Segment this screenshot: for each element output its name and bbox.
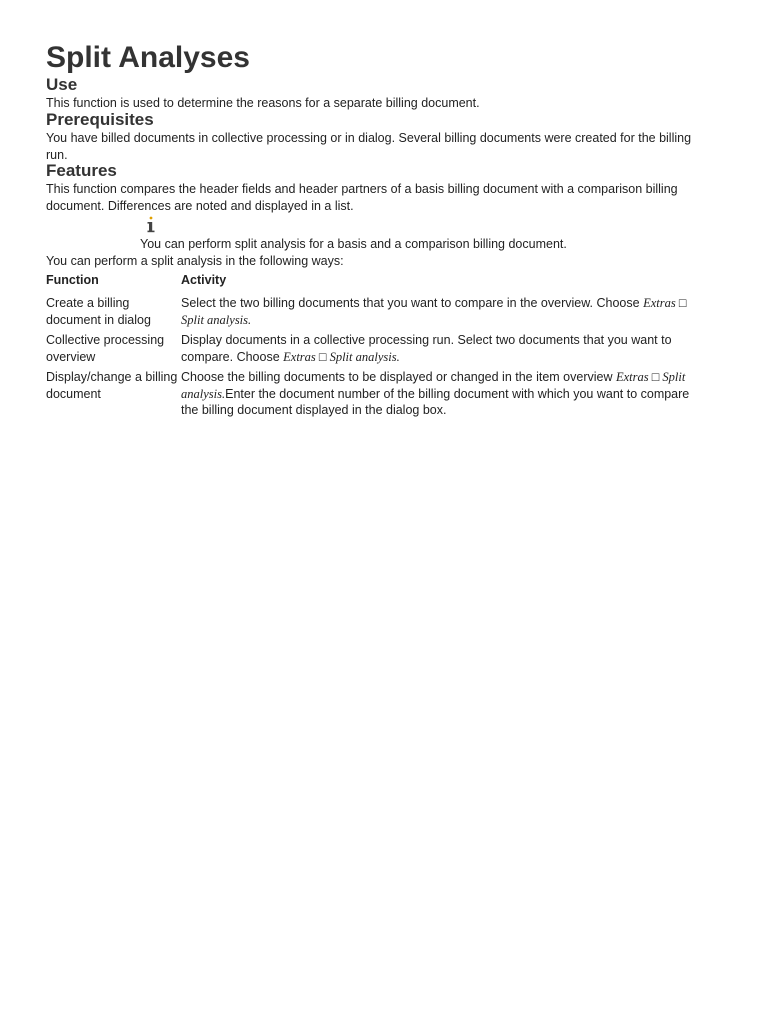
- table-row: [46, 295, 696, 332]
- note-text: You can perform split analysis for a basis and a comparison billing document.: [140, 237, 567, 251]
- menu-path: Extras □ Split analysis.: [181, 296, 687, 327]
- activity-cell: [181, 295, 696, 332]
- features-text: This function compares the header fields and header partners of a basis billing document with a comparison billing document. Differences are noted and displayed in a list.: [46, 182, 678, 213]
- table-row: [46, 369, 696, 423]
- function-cell: Create a billing document in dialog: [46, 296, 151, 327]
- activity-cell: [181, 369, 696, 423]
- use-heading: Use: [46, 75, 78, 94]
- activity-text: Choose the billing documents to be displayed or changed in the item overview: [181, 370, 616, 384]
- activity-text: Display documents in a collective processing run. Select two documents that you want to compare. Choose: [181, 333, 672, 364]
- table-header-row: [46, 270, 696, 295]
- features-heading: Features: [46, 161, 117, 180]
- prerequisites-heading: Prerequisites: [46, 110, 154, 129]
- column-header-activity: Activity: [181, 273, 227, 287]
- table-row: [46, 332, 696, 369]
- activity-text: Select the two billing documents that you want to compare in the overview. Choose: [181, 296, 644, 310]
- menu-path: Extras □ Split analysis.: [283, 349, 400, 364]
- use-text: This function is used to determine the reasons for a separate billing document.: [46, 96, 480, 110]
- activity-text-after: Enter the document number of the billing document with which you want to compare the billing document displayed in the dialog box.: [181, 386, 690, 417]
- column-header-function: Function: [46, 273, 99, 287]
- function-cell: Collective processing overview: [46, 333, 165, 364]
- prerequisites-text: You have billed documents in collective processing or in dialog. Several billing documents were created for the billing run.: [46, 131, 692, 162]
- activity-cell: [181, 332, 696, 369]
- info-icon: [145, 215, 157, 235]
- page-title: Split Analyses: [46, 41, 250, 74]
- ways-text: You can perform a split analysis in the following ways:: [46, 254, 344, 268]
- function-activity-table: [46, 270, 696, 423]
- function-cell: Display/change a billing document: [46, 370, 178, 401]
- menu-path: Extras □ Split analysis.: [181, 370, 686, 401]
